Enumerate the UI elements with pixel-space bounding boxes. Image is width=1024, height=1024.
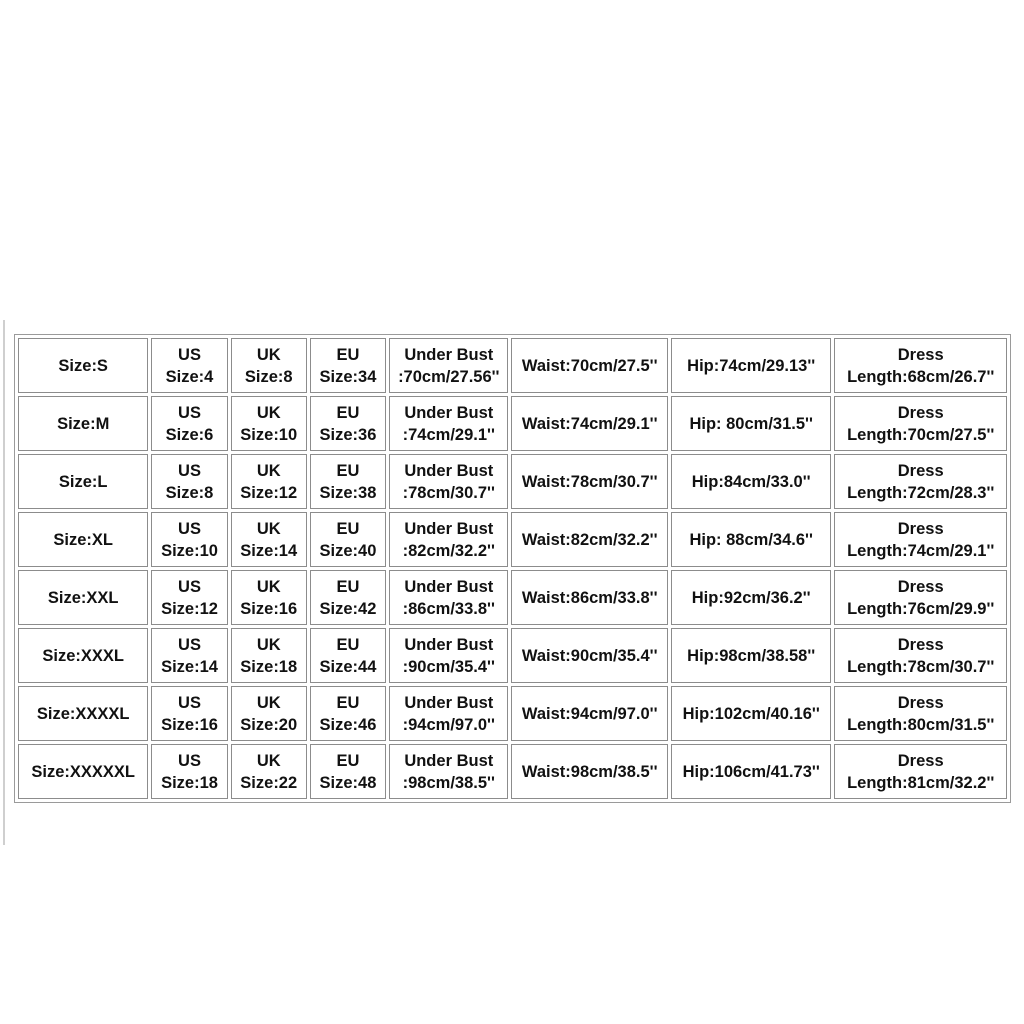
us-size-cell-line: Size:10 [161,541,218,560]
hip-cell: Hip:106cm/41.73'' [671,744,831,799]
uk-size-cell-line: UK [256,519,281,538]
dress-length-cell-line: Dress [897,635,944,654]
uk-size-cell [231,454,307,509]
us-size-cell-line: Size:16 [161,715,218,734]
waist-cell: Waist:70cm/27.5'' [511,338,667,393]
us-size-cell [151,744,227,799]
uk-size-cell-line: Size:14 [240,541,298,560]
under-bust-cell-line: Under Bust [404,693,494,712]
eu-size-cell-line: EU [336,635,360,654]
dress-length-cell [834,396,1007,451]
eu-size-cell [310,396,386,451]
left-divider-line [3,320,5,845]
dress-length-cell-line: Length:78cm/30.7'' [847,657,995,676]
size-cell: Size:XXL [18,570,148,625]
under-bust-cell [389,570,508,625]
under-bust-cell [389,628,508,683]
dress-length-cell-line: Dress [897,461,944,480]
dress-length-cell [834,744,1007,799]
size-cell: Size:M [18,396,148,451]
us-size-cell-line: Size:4 [165,367,214,386]
eu-size-cell-line: Size:48 [319,773,377,792]
under-bust-cell [389,396,508,451]
us-size-cell-line: Size:14 [161,657,218,676]
us-size-cell [151,454,227,509]
dress-length-cell-line: Length:76cm/29.9'' [847,599,995,618]
eu-size-cell-line: Size:40 [319,541,377,560]
dress-length-cell-line: Length:70cm/27.5'' [847,425,995,444]
under-bust-cell-line: :94cm/97.0'' [402,715,495,734]
under-bust-cell-line: Under Bust [404,577,494,596]
uk-size-cell-line: UK [256,751,281,770]
hip-cell: Hip:98cm/38.58'' [671,628,831,683]
eu-size-cell [310,628,386,683]
waist-cell: Waist:94cm/97.0'' [511,686,667,741]
eu-size-cell-line: EU [336,345,360,364]
uk-size-cell-line: Size:20 [240,715,298,734]
uk-size-cell-line: UK [256,403,281,422]
hip-cell: Hip:74cm/29.13'' [671,338,831,393]
size-chart-rows [18,338,1007,799]
size-cell: Size:L [18,454,148,509]
table-row [18,454,1007,509]
eu-size-cell [310,570,386,625]
waist-cell: Waist:98cm/38.5'' [511,744,667,799]
under-bust-cell [389,744,508,799]
under-bust-cell-line: :74cm/29.1'' [402,425,495,444]
uk-size-cell-line: UK [256,461,281,480]
waist-cell: Waist:90cm/35.4'' [511,628,667,683]
under-bust-cell-line: Under Bust [404,461,494,480]
us-size-cell-line: US [178,635,201,654]
waist-cell: Waist:78cm/30.7'' [511,454,667,509]
uk-size-cell-line: Size:10 [240,425,298,444]
eu-size-cell [310,686,386,741]
us-size-cell-line: US [178,751,201,770]
size-cell: Size:XXXL [18,628,148,683]
table-row [18,744,1007,799]
dress-length-cell-line: Dress [897,519,944,538]
us-size-cell-line: Size:18 [161,773,218,792]
dress-length-cell-line: Length:81cm/32.2'' [847,773,995,792]
dress-length-cell-line: Dress [897,751,944,770]
eu-size-cell [310,338,386,393]
dress-length-cell [834,454,1007,509]
eu-size-cell-line: Size:46 [319,715,377,734]
dress-length-cell-line: Length:80cm/31.5'' [847,715,995,734]
eu-size-cell-line: Size:42 [319,599,377,618]
uk-size-cell-line: UK [256,693,281,712]
uk-size-cell-line: Size:12 [240,483,298,502]
under-bust-cell [389,454,508,509]
dress-length-cell-line: Dress [897,577,944,596]
eu-size-cell-line: EU [336,693,360,712]
us-size-cell-line: Size:12 [161,599,218,618]
size-cell: Size:S [18,338,148,393]
waist-cell: Waist:74cm/29.1'' [511,396,667,451]
table-row [18,628,1007,683]
uk-size-cell-line: UK [256,577,281,596]
under-bust-cell-line: :78cm/30.7'' [402,483,495,502]
eu-size-cell-line: EU [336,403,360,422]
eu-size-cell [310,744,386,799]
table-row [18,338,1007,393]
size-cell: Size:XXXXL [18,686,148,741]
hip-cell: Hip: 88cm/34.6'' [671,512,831,567]
dress-length-cell-line: Length:74cm/29.1'' [847,541,995,560]
eu-size-cell-line: Size:36 [319,425,377,444]
under-bust-cell [389,512,508,567]
waist-cell: Waist:86cm/33.8'' [511,570,667,625]
uk-size-cell [231,686,307,741]
us-size-cell [151,512,227,567]
us-size-cell [151,628,227,683]
dress-length-cell-line: Length:68cm/26.7'' [847,367,995,386]
uk-size-cell [231,396,307,451]
hip-cell: Hip:92cm/36.2'' [671,570,831,625]
uk-size-cell [231,744,307,799]
size-chart-table [14,334,1011,803]
under-bust-cell-line: :86cm/33.8'' [402,599,495,618]
hip-cell: Hip:84cm/33.0'' [671,454,831,509]
us-size-cell-line: US [178,519,201,538]
us-size-cell-line: Size:8 [165,483,214,502]
waist-cell: Waist:82cm/32.2'' [511,512,667,567]
us-size-cell [151,686,227,741]
us-size-cell [151,338,227,393]
table-row [18,570,1007,625]
dress-length-cell-line: Length:72cm/28.3'' [847,483,995,502]
dress-length-cell [834,570,1007,625]
under-bust-cell-line: Under Bust [404,345,494,364]
dress-length-cell-line: Dress [897,693,944,712]
table-row [18,512,1007,567]
eu-size-cell-line: EU [336,461,360,480]
uk-size-cell-line: UK [256,345,281,364]
under-bust-cell-line: :98cm/38.5'' [402,773,495,792]
eu-size-cell-line: EU [336,519,360,538]
eu-size-cell-line: Size:44 [319,657,377,676]
us-size-cell [151,570,227,625]
us-size-cell-line: US [178,461,201,480]
dress-length-cell-line: Dress [897,345,944,364]
eu-size-cell [310,454,386,509]
hip-cell: Hip:102cm/40.16'' [671,686,831,741]
us-size-cell-line: US [178,345,201,364]
hip-cell: Hip: 80cm/31.5'' [671,396,831,451]
us-size-cell-line: US [178,577,201,596]
us-size-cell [151,396,227,451]
size-cell: Size:XL [18,512,148,567]
eu-size-cell-line: Size:34 [319,367,377,386]
uk-size-cell [231,570,307,625]
dress-length-cell-line: Dress [897,403,944,422]
uk-size-cell-line: Size:22 [240,773,298,792]
dress-length-cell [834,512,1007,567]
us-size-cell-line: US [178,403,201,422]
uk-size-cell-line: Size:16 [240,599,298,618]
eu-size-cell-line: EU [336,751,360,770]
under-bust-cell-line: Under Bust [404,635,494,654]
eu-size-cell [310,512,386,567]
uk-size-cell [231,512,307,567]
under-bust-cell-line: :82cm/32.2'' [402,541,495,560]
under-bust-cell-line: :90cm/35.4'' [402,657,495,676]
under-bust-cell-line: Under Bust [404,751,494,770]
eu-size-cell-line: EU [336,577,360,596]
uk-size-cell-line: UK [256,635,281,654]
uk-size-cell [231,338,307,393]
under-bust-cell-line: :70cm/27.56'' [398,367,500,386]
dress-length-cell [834,686,1007,741]
eu-size-cell-line: Size:38 [319,483,377,502]
uk-size-cell-line: Size:8 [244,367,293,386]
uk-size-cell [231,628,307,683]
dress-length-cell [834,628,1007,683]
under-bust-cell [389,338,508,393]
us-size-cell-line: Size:6 [165,425,214,444]
table-row [18,396,1007,451]
uk-size-cell-line: Size:18 [240,657,298,676]
table-row [18,686,1007,741]
us-size-cell-line: US [178,693,201,712]
under-bust-cell [389,686,508,741]
under-bust-cell-line: Under Bust [404,519,494,538]
size-cell: Size:XXXXXL [18,744,148,799]
dress-length-cell [834,338,1007,393]
under-bust-cell-line: Under Bust [404,403,494,422]
